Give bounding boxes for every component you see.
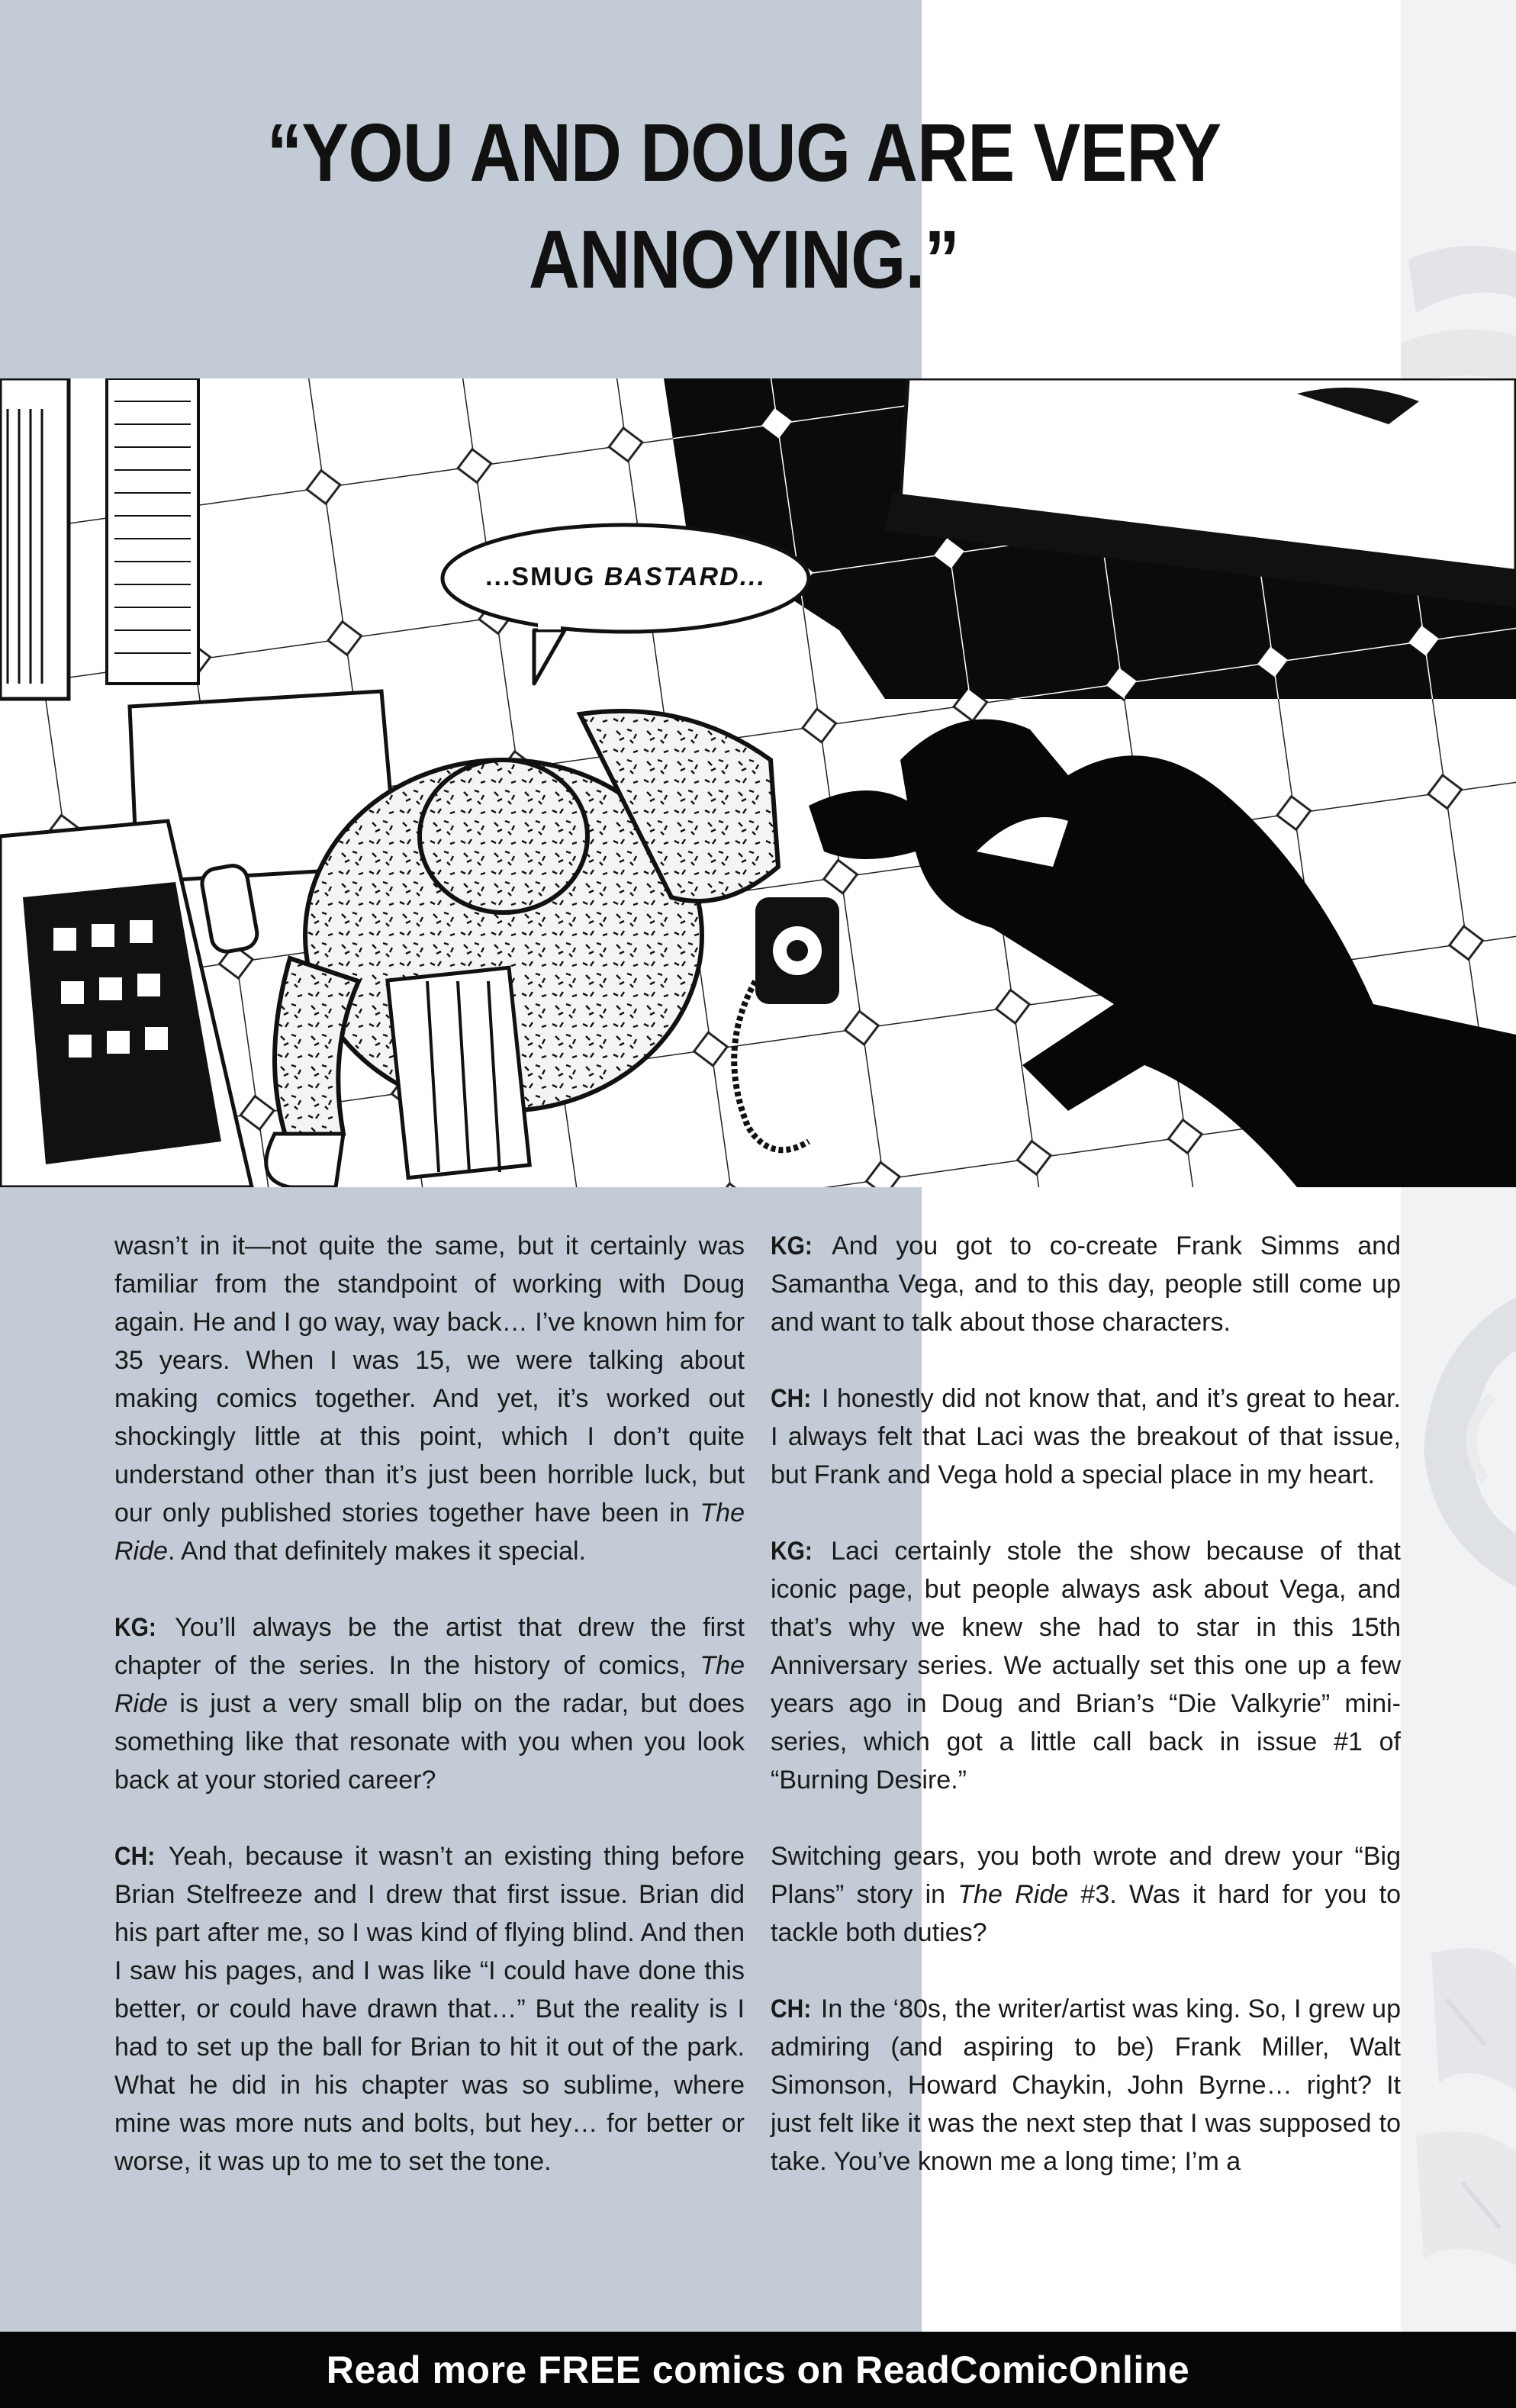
paragraph-text: . And that definitely makes it special. xyxy=(167,1537,587,1566)
strip-decoration-top xyxy=(1401,229,1516,397)
italic-title: The Ride xyxy=(958,1880,1069,1909)
article-paragraph xyxy=(771,1837,1401,1952)
paragraph-text: Yeah, because it wasn’t an existing thing before Brian Stelfreeze and I drew that first issue. Brian did his part after me, so I was kind of flying blind. And then I saw his pages, and I was like “I could have done this better, or could have drawn that…” But the reality is I had to set up the ball for Brian to hit it out of the park. What he did in his chapter was so sublime, where mine was more nuts and bolts, but hey… for better or worse, it was up to me to set the tone. xyxy=(114,1842,745,2176)
footer-banner xyxy=(0,2332,1516,2408)
footer-link-text[interactable]: Read more FREE comics on ReadComicOnline xyxy=(326,2348,1190,2391)
speaker-label: CH: xyxy=(114,1842,156,1871)
article-paragraph xyxy=(771,1532,1401,1799)
speaker-label: KG: xyxy=(771,1537,813,1566)
speaker-label: KG: xyxy=(114,1613,156,1642)
article-paragraph xyxy=(771,1379,1401,1494)
paragraph-text: Switching gears, you both wrote and drew your “Big Plans” story in xyxy=(771,1842,1401,1909)
strip-decoration-bottom xyxy=(1401,1907,1516,2304)
speaker-label: CH: xyxy=(771,1384,812,1413)
paragraph-text: You’ll always be the artist that drew the first chapter of the series. In the history of comics, xyxy=(114,1613,745,1680)
headline-line-2: ANNOYING.” xyxy=(528,213,960,305)
article-paragraph xyxy=(771,1227,1401,1341)
balloon-text-lead: ...SMUG xyxy=(485,562,604,591)
balloon-text-emphasis: BASTARD... xyxy=(604,562,766,591)
article-column-left xyxy=(114,1227,745,2181)
paragraph-text: #3. Was it hard for you to tackle both duties? xyxy=(771,1880,1402,1947)
speaker-label: KG: xyxy=(771,1231,813,1260)
strip-decoration-middle xyxy=(1401,1282,1516,1602)
speaker-label: CH: xyxy=(771,1994,812,2023)
comic-panel-drawing xyxy=(0,378,1516,1187)
article-paragraph xyxy=(771,1990,1401,2181)
italic-title: The Ride xyxy=(114,1651,745,1718)
headline-line-1: “YOU AND DOUG ARE VERY xyxy=(266,106,1221,198)
paragraph-text: And you got to co-create Frank Simms and Samantha Vega, and to this day, people still come up and want to talk about those characters. xyxy=(771,1231,1401,1337)
paragraph-text: Laci certainly stole the show because of that iconic page, but people always ask about Vega, and that’s why we knew she had to star in this 15th Anniversary series. We actually set this one up a few years ago in Doug and Brian’s “Die Valkyrie” mini-series, which got a little call back in issue #1 of “Burning Desire.” xyxy=(771,1537,1401,1795)
article-paragraph xyxy=(114,1227,745,1570)
page-headline xyxy=(236,99,1253,313)
article-column-right xyxy=(771,1227,1401,2181)
article-paragraph xyxy=(114,1608,745,1799)
paragraph-text: is just a very small blip on the radar, but does something like that resonate with you when you look back at your storied career? xyxy=(114,1689,745,1795)
paragraph-text: wasn’t in it—not quite the same, but it certainly was familiar from the standpoint of working with Doug again. He and I go way, way back… I’ve known him for 35 years. When I was 15, we were talking about making comics together. And yet, it’s worked out shockingly little at this point, which I don’t quite understand other than it’s just been horrible luck, but our only published stories together have been in xyxy=(114,1231,745,1528)
paragraph-text: I honestly did not know that, and it’s great to hear. I always felt that Laci was the breakout of that issue, but Frank and Vega hold a special place in my heart. xyxy=(771,1384,1401,1489)
paragraph-text: In the ‘80s, the writer/artist was king. So, I grew up admiring (and aspiring to be) Frank Miller, Walt Simonson, Howard Chaykin, John Byrne… right? It just felt like it was the next step that I was supposed to take. You’ve known me a long time; I’m a xyxy=(771,1994,1401,2176)
speech-balloon xyxy=(458,562,793,592)
comic-panel-illustration xyxy=(0,378,1516,1187)
italic-title: The Ride xyxy=(114,1499,745,1566)
article-paragraph xyxy=(114,1837,745,2181)
